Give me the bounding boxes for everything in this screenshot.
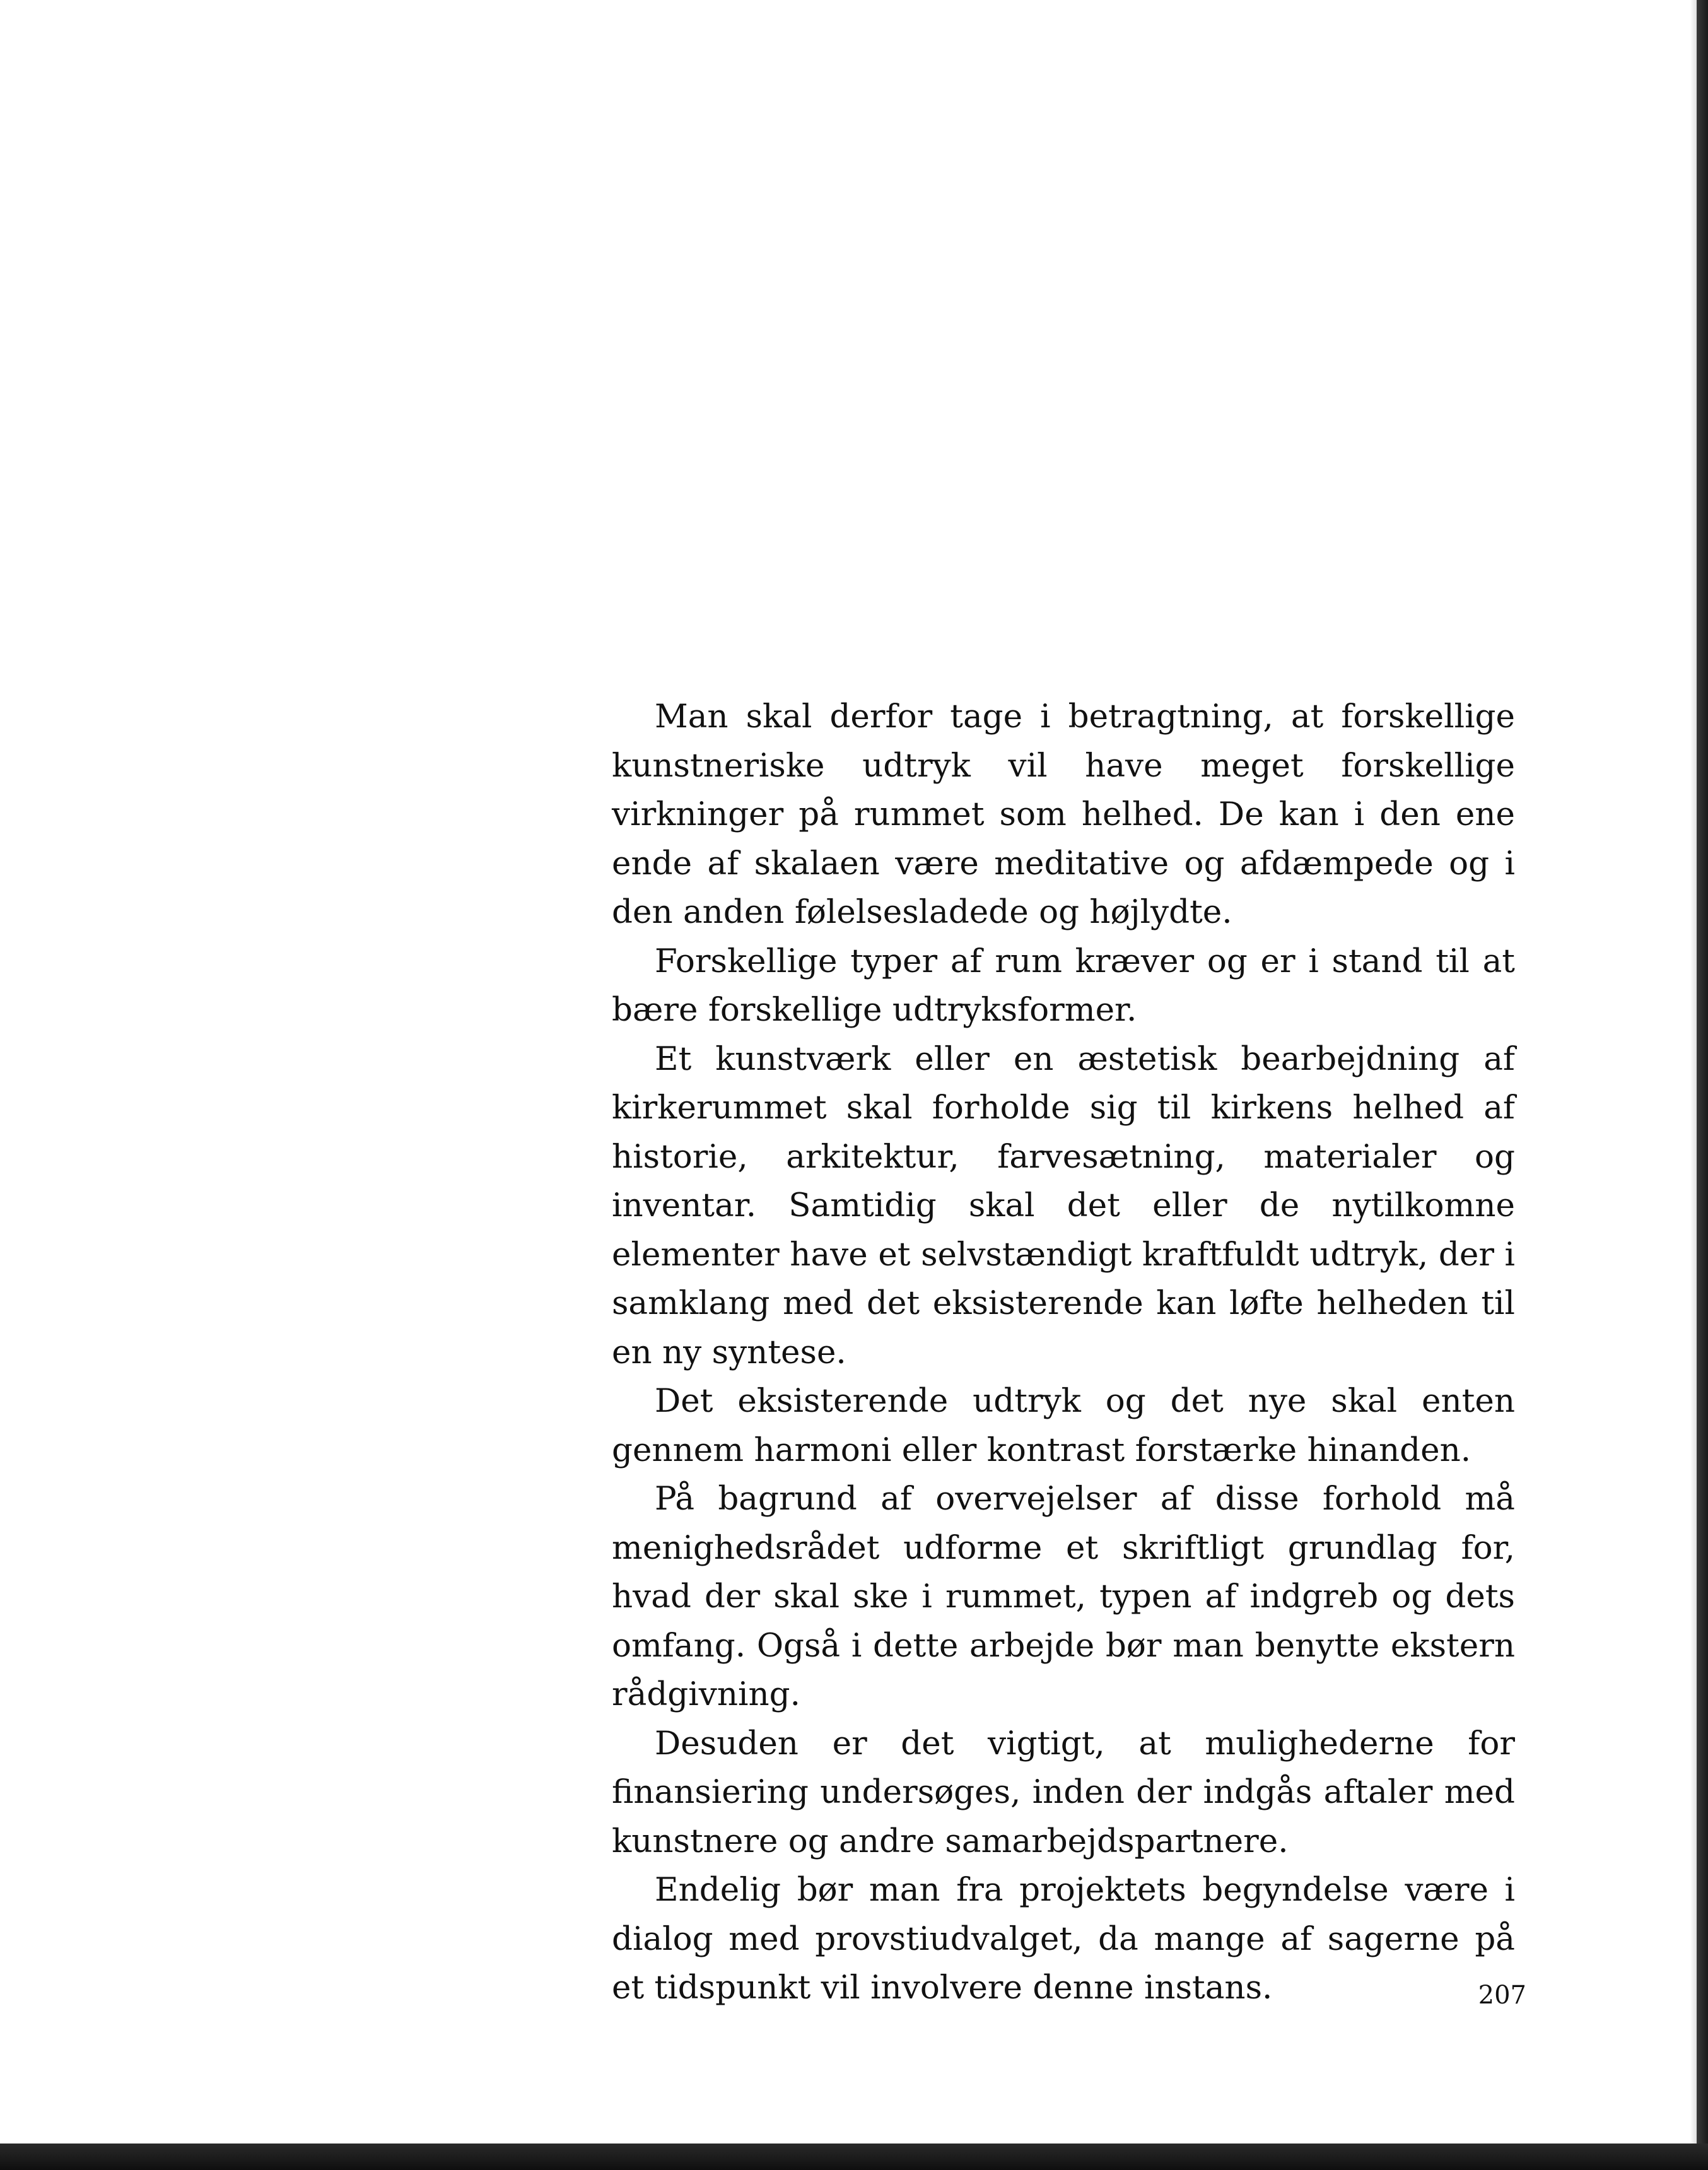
bottom-page-edge (0, 2144, 1708, 2170)
paragraph-3: Et kunstværk eller en æstetisk bearbejdning af kirkerummet skal forholde sig til kirkens helhed af historie, arkitektur, farvesætning, materialer og inventar. Samtidig skal det eller de nytilkomne elementer have et selvstændigt kraftfuldt udtryk, der i samklang med det eksisterende kan løfte helheden til en ny syntese. (612, 1040, 1515, 1371)
page-edge-shadow (1690, 0, 1697, 2145)
paragraph-6: Desuden er det vigtigt, at mulighederne for finansiering undersøges, inden der indgås aftaler med kunstnere og andre samarbejdspartnere. (612, 1724, 1515, 1860)
body-text (612, 693, 1515, 2013)
paragraph-1: Man skal derfor tage i betragtning, at forskellige kunstneriske udtryk vil have meget forskellige virkninger på rummet som helhed. De kan i den ene ende af skalaen være meditative og afdæmpede og i den anden følelsesladede og højlydte. (612, 698, 1515, 931)
right-page-edge (1697, 0, 1708, 2170)
paragraph-5: På bagrund af overvejelser af disse forhold må menighedsrådet udforme et skriftligt grundlag for, hvad der skal ske i rummet, typen af indgreb og dets omfang. Også i dette arbejde bør man benytte ekstern rådgivning. (612, 1480, 1515, 1713)
paragraph-2: Forskellige typer af rum kræver og er i stand til at bære forskellige udtryksformer. (612, 942, 1515, 1029)
page-number: 207 (1478, 1981, 1526, 2010)
paragraph-7: Endelig bør man fra projektets begyndelse være i dialog med provstiudvalget, da mange af sagerne på et tidspunkt vil involvere denne instans. (612, 1871, 1515, 2007)
paragraph-4: Det eksisterende udtryk og det nye skal enten gennem harmoni eller kontrast forstærke hinanden. (612, 1382, 1515, 1469)
